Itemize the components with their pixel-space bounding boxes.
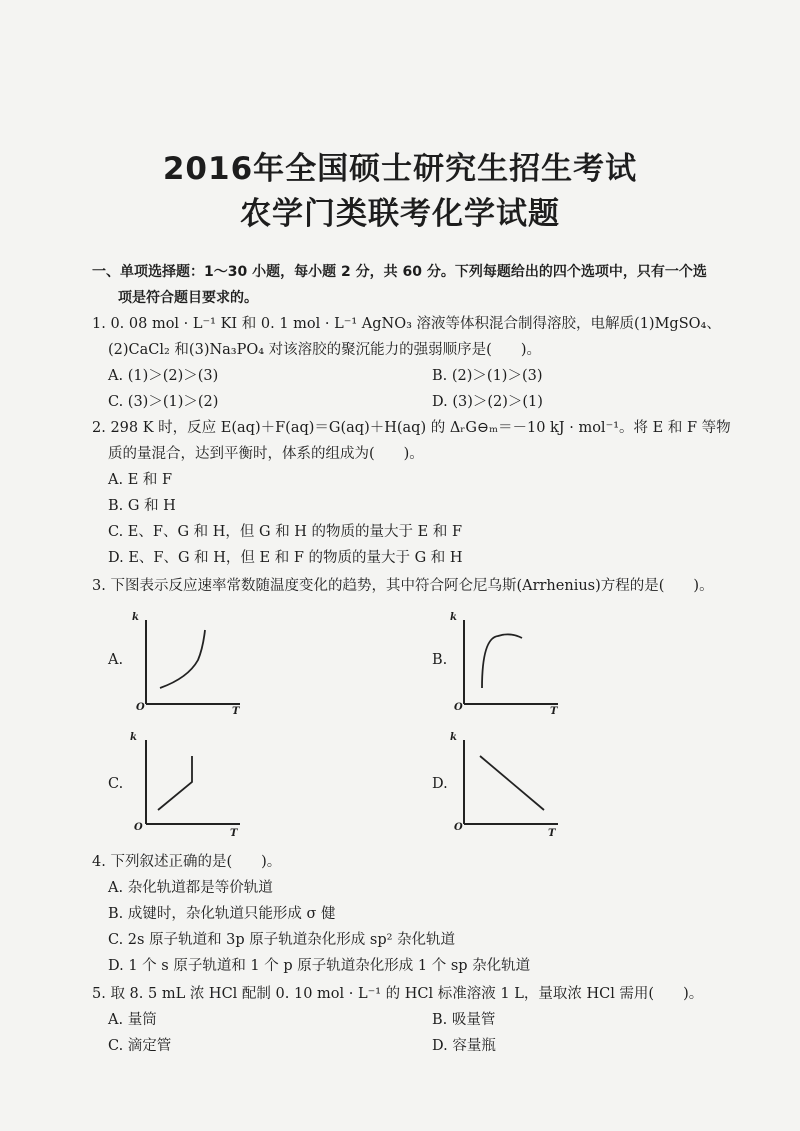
- q3-stem: 3. 下图表示反应速率常数随温度变化的趋势，其中符合阿仑尼乌斯(Arrhenius)方程的是( )。: [92, 578, 714, 594]
- section-heading-cont: 项是符合题目要求的。: [118, 290, 258, 306]
- q5-stem: 5. 取 8. 5 mL 浓 HCl 配制 0. 10 mol · L⁻¹ 的 HCl 标准溶液 1 L，量取浓 HCl 需用( )。: [92, 986, 704, 1002]
- q1-option-a: A. (1)＞(2)＞(3): [108, 368, 219, 384]
- axis-k: k: [132, 612, 139, 623]
- q1-option-c: C. (3)＞(1)＞(2): [108, 394, 219, 410]
- curve: [158, 756, 192, 810]
- axis-k: k: [450, 732, 457, 743]
- axis-t: T: [230, 828, 238, 839]
- q4-option-a: A. 杂化轨道都是等价轨道: [108, 880, 273, 896]
- q3-graph-c-plot: [140, 736, 250, 836]
- q4-option-c: C. 2s 原子轨道和 3p 原子轨道杂化形成 sp² 杂化轨道: [108, 932, 456, 948]
- q3-label-b: B.: [432, 652, 448, 668]
- q2-option-b: B. G 和 H: [108, 498, 176, 514]
- exam-title: 2016年全国硕士研究生招生考试: [162, 151, 638, 187]
- axis-t: T: [550, 706, 558, 717]
- axis-origin: O: [454, 822, 463, 833]
- q2-stem-cont: 质的量混合，达到平衡时，体系的组成为( )。: [108, 446, 424, 462]
- q5-option-a: A. 量筒: [108, 1012, 157, 1028]
- q5-option-c: C. 滴定管: [108, 1038, 172, 1054]
- q3-label-a: A.: [108, 652, 124, 668]
- q3-label-d: D.: [432, 776, 448, 792]
- axis-origin: O: [134, 822, 143, 833]
- curve: [482, 634, 522, 688]
- axis-k: k: [130, 732, 137, 743]
- q1-stem-cont: (2)CaCl₂ 和(3)Na₃PO₄ 对该溶胶的聚沉能力的强弱顺序是( )。: [108, 342, 541, 358]
- curve: [160, 630, 205, 688]
- axis-k: k: [450, 612, 457, 623]
- q2-option-a: A. E 和 F: [108, 472, 173, 488]
- section-heading: 一、单项选择题：1～30 小题，每小题 2 分，共 60 分。下列每题给出的四个选项中，只有一个选: [92, 264, 707, 280]
- axis-origin: O: [454, 702, 463, 713]
- axis-t: T: [548, 828, 556, 839]
- q2-option-d: D. E、F、G 和 H，但 E 和 F 的物质的量大于 G 和 H: [108, 550, 463, 566]
- q3-graph-b-plot: [458, 616, 568, 716]
- q1-stem: 1. 0. 08 mol · L⁻¹ KI 和 0. 1 mol · L⁻¹ AgNO₃ 溶液等体积混合制得溶胶，电解质(1)MgSO₄、: [92, 316, 721, 332]
- axis-origin: O: [136, 702, 145, 713]
- q3-graph-d-plot: [458, 736, 568, 836]
- q4-option-d: D. 1 个 s 原子轨道和 1 个 p 原子轨道杂化形成 1 个 sp 杂化轨道: [108, 958, 531, 974]
- q2-option-c: C. E、F、G 和 H，但 G 和 H 的物质的量大于 E 和 F: [108, 524, 463, 540]
- axis-t: T: [232, 706, 240, 717]
- q4-stem: 4. 下列叙述正确的是( )。: [92, 854, 282, 870]
- q1-option-d: D. (3)＞(2)＞(1): [432, 394, 543, 410]
- q3-label-c: C.: [108, 776, 124, 792]
- q1-option-b: B. (2)＞(1)＞(3): [432, 368, 543, 384]
- q5-option-b: B. 吸量管: [432, 1012, 496, 1028]
- q5-option-d: D. 容量瓶: [432, 1038, 496, 1054]
- q4-option-b: B. 成键时，杂化轨道只能形成 σ 健: [108, 906, 336, 922]
- q2-stem: 2. 298 K 时，反应 E(aq)＋F(aq)＝G(aq)＋H(aq) 的 ΔᵣG⊖ₘ＝－10 kJ · mol⁻¹。将 E 和 F 等物: [92, 420, 731, 436]
- q3-graph-a-plot: [140, 616, 250, 716]
- curve: [480, 756, 544, 810]
- exam-subtitle: 农学门类联考化学试题: [240, 196, 560, 232]
